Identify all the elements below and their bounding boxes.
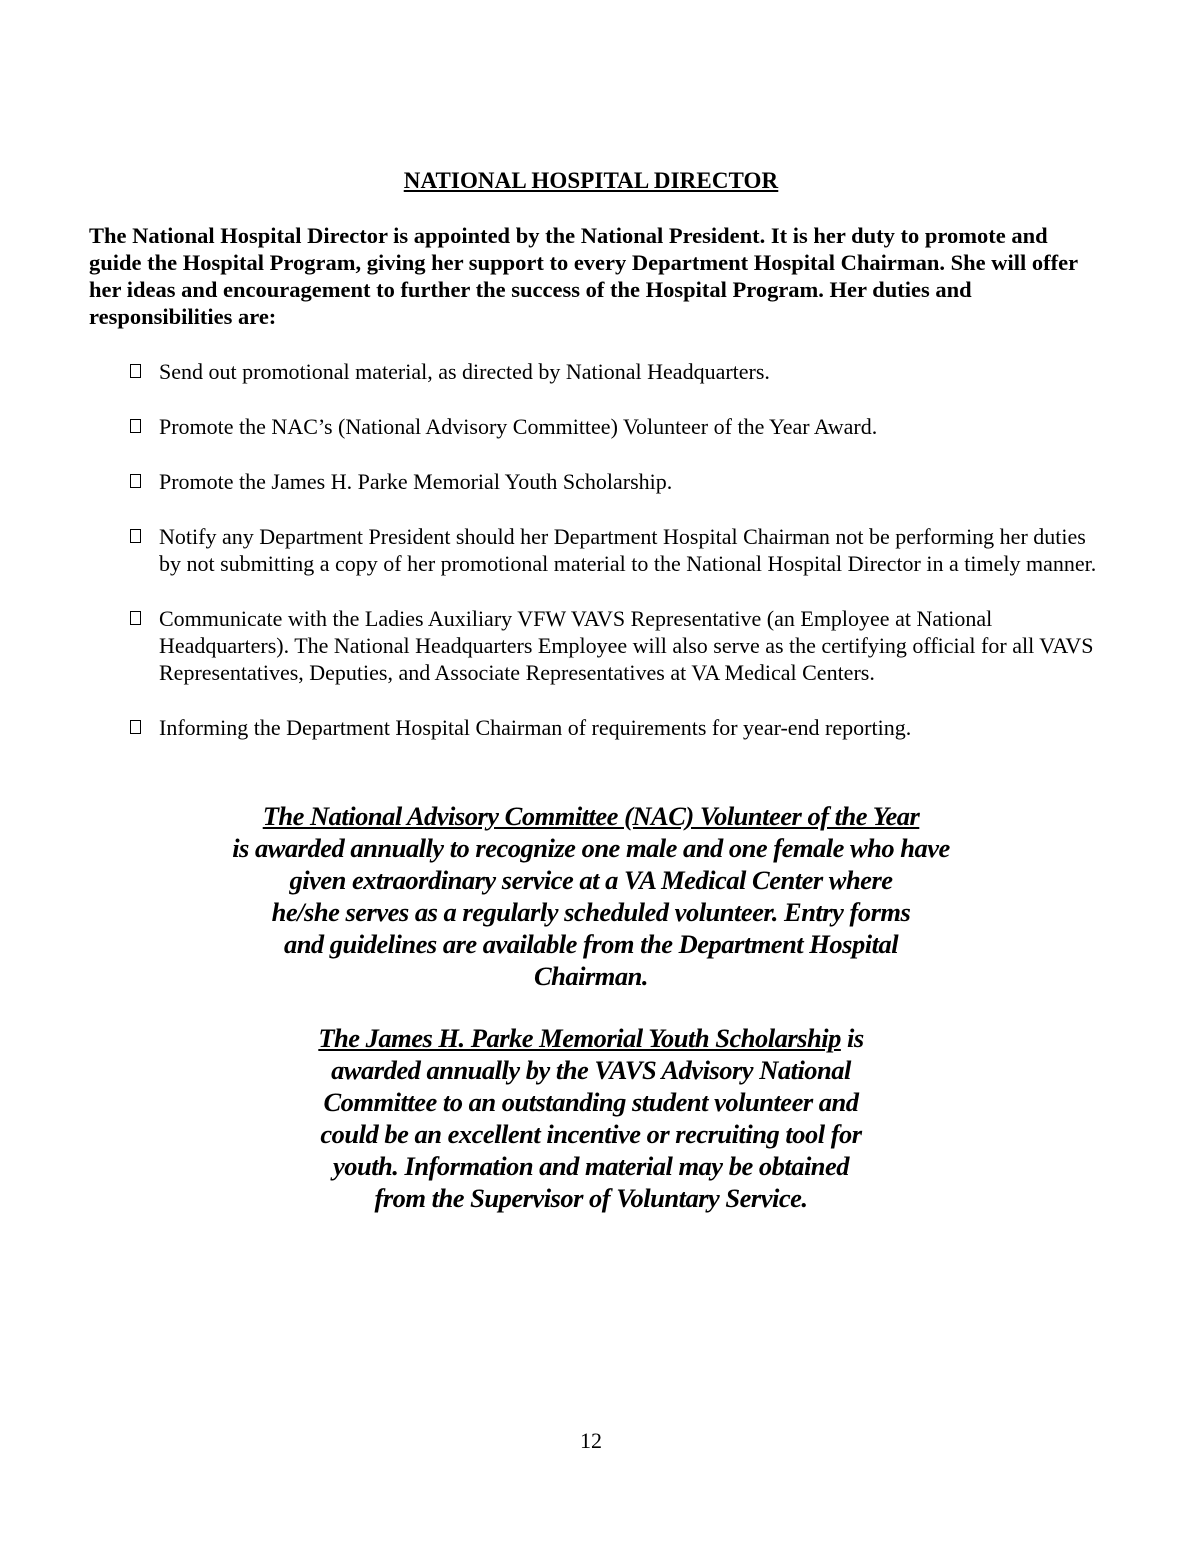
callout-line: is awarded annually to recognize one male and one female who have: [232, 833, 950, 863]
list-item-text: Send out promotional material, as directed by National Headquarters.: [159, 359, 770, 384]
list-item-text: Communicate with the Ladies Auxiliary VFW VAVS Representative (an Employee at National Headquarters). The National Headquarters Employee will also serve as the certifying official for all VAVS Representatives, Deputies, and Associate Representatives at VA Medical Centers.: [159, 606, 1094, 685]
list-item-text: Promote the NAC’s (National Advisory Committee) Volunteer of the Year Award.: [159, 414, 878, 439]
list-item: [0, 605, 1099, 686]
callout-line: awarded annually by the VAVS Advisory National: [331, 1055, 851, 1085]
bullet-box-icon: [130, 529, 141, 543]
callout-heading: The James H. Parke Memorial Youth Scholarship is: [318, 1023, 864, 1053]
list-item: [0, 413, 1099, 440]
list-item-text: Notify any Department President should her Department Hospital Chairman not be performing her duties by not submitting a copy of her promotional material to the National Hospital Director in a timely manner.: [159, 524, 1097, 576]
volunteer-of-year-callout: [0, 800, 1182, 992]
callout-line: and guidelines are available from the Department Hospital: [283, 929, 899, 959]
intro-paragraph: The National Hospital Director is appointed by the National President. It is her duty to promote and guide the Hospital Program, giving her support to every Department Hospital Chairman. She will offer her ideas and encouragement to further the success of the Hospital Program. Her duties and responsibilities are:: [89, 223, 1078, 329]
callout-line: could be an excellent incentive or recruiting tool for: [320, 1119, 862, 1149]
page-title: NATIONAL HOSPITAL DIRECTOR: [403, 168, 779, 193]
callout-line: he/she serves as a regularly scheduled volunteer. Entry forms: [271, 897, 911, 927]
bullet-box-icon: [130, 720, 141, 734]
bullet-box-icon: [130, 611, 141, 625]
list-item-text: Informing the Department Hospital Chairman of requirements for year-end reporting.: [159, 715, 912, 740]
bullet-box-icon: [130, 364, 141, 378]
list-item: [0, 714, 1099, 741]
duties-list: [0, 358, 1200, 769]
callout-line: youth. Information and material may be obtained: [332, 1151, 850, 1181]
callout-heading: The National Advisory Committee (NAC) Volunteer of the Year: [262, 801, 920, 831]
callout-line: Committee to an outstanding student volunteer and: [323, 1087, 859, 1117]
scholarship-callout: [0, 1022, 1182, 1214]
list-item-text: Promote the James H. Parke Memorial Youth Scholarship.: [159, 469, 673, 494]
page-number: 12: [580, 1428, 602, 1453]
list-item: [0, 358, 1099, 385]
list-item: [0, 523, 1099, 577]
bullet-box-icon: [130, 419, 141, 433]
bullet-box-icon: [130, 474, 141, 488]
list-item: [0, 468, 1099, 495]
callout-line: Chairman.: [533, 961, 649, 991]
callout-line: from the Supervisor of Voluntary Service.: [374, 1183, 808, 1213]
callout-line: given extraordinary service at a VA Medical Center where: [289, 865, 893, 895]
